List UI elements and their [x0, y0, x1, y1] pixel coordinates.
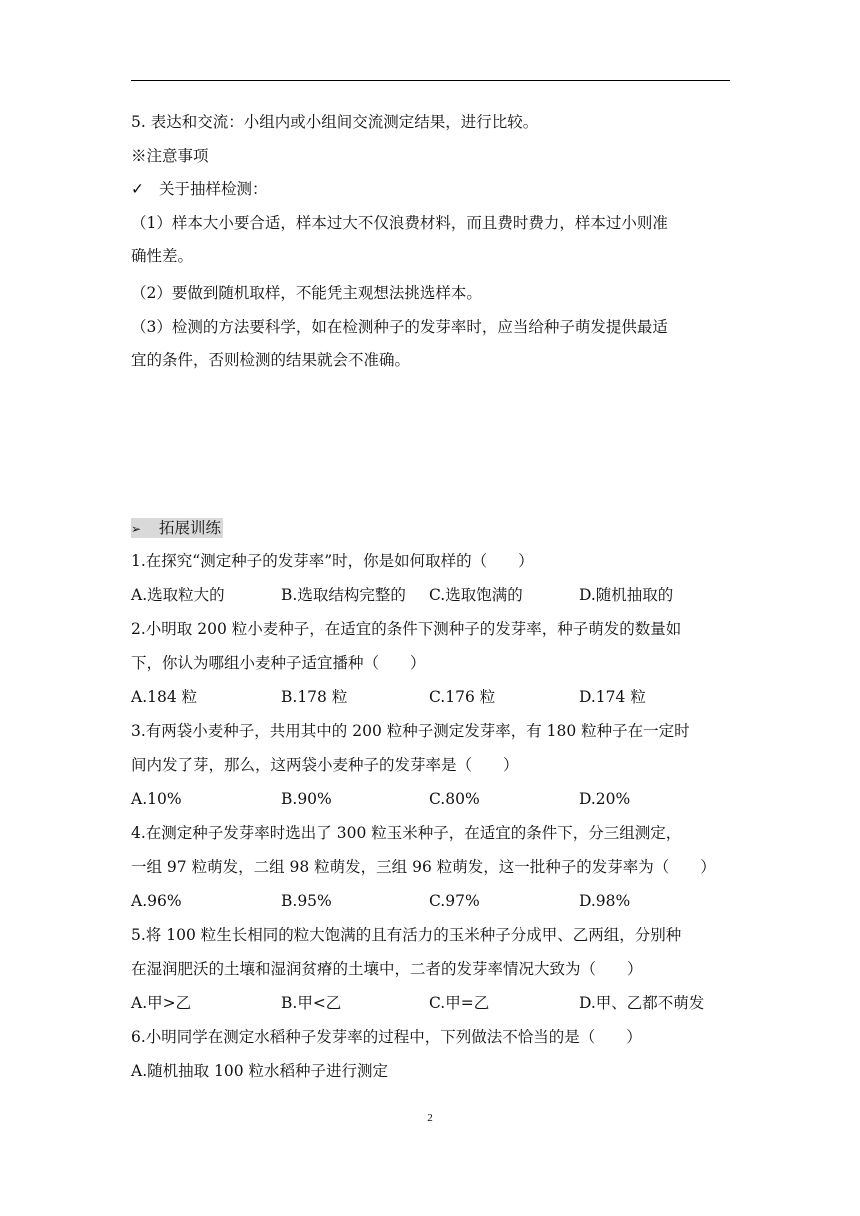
question-3-stem-line-1: 3.有两袋小麦种子，共用其中的 200 粒种子测定发芽率，有 180 粒种子在一定时 — [131, 722, 690, 740]
option-d: D.174 粒 — [579, 688, 646, 706]
option-c: C.选取饱满的 — [429, 586, 523, 604]
sampling-title: 关于抽样检测： — [159, 180, 268, 198]
point-1-line-1: （1）样本大小要合适，样本过大不仅浪费材料，而且费时费力，样本过小则准 — [131, 214, 668, 232]
option-a: A.10% — [131, 790, 182, 808]
page-number: 2 — [427, 1112, 433, 1124]
question-5-stem-line-1: 5.将 100 粒生长相同的粒大饱满的且有活力的玉米种子分成甲、乙两组，分别种 — [131, 926, 682, 944]
section-title: 拓展训练 — [159, 519, 222, 537]
option-d: D.甲、乙都不萌发 — [579, 994, 705, 1012]
question-4-stem-line-2: 一组 97 粒萌发，二组 98 粒萌发，三组 96 粒萌发，这一批种子的发芽率为（ ） — [131, 858, 716, 876]
option-c: C.176 粒 — [429, 688, 496, 706]
option-a: A.选取粒大的 — [131, 586, 225, 604]
question-4-options — [131, 891, 741, 911]
option-b: B.90% — [281, 790, 332, 808]
option-d: D.20% — [579, 790, 631, 808]
option-d: D.98% — [579, 892, 631, 910]
option-b: B.选取结构完整的 — [281, 586, 406, 604]
question-5-stem-line-2: 在湿润肥沃的土壤和湿润贫瘠的土壤中，二者的发芽率情况大致为（ ） — [131, 960, 643, 978]
option-a: A.甲>乙 — [131, 994, 192, 1012]
question-2-options — [131, 687, 741, 707]
question-5-options — [131, 993, 741, 1013]
point-3-line-2: 宜的条件，否则检测的结果就会不准确。 — [131, 351, 411, 369]
checkmark-icon: ✓ — [131, 180, 144, 198]
option-a: A.96% — [131, 892, 182, 910]
option-a: A.184 粒 — [131, 688, 198, 706]
question-6-stem: 6.小明同学在测定水稻种子发芽率的过程中，下列做法不恰当的是（ ） — [131, 1028, 642, 1046]
option-b: B.178 粒 — [281, 688, 348, 706]
option-b: B.甲<乙 — [281, 994, 342, 1012]
question-4-stem-line-1: 4.在测定种子发芽率时选出了 300 粒玉米种子，在适宜的条件下，分三组测定， — [131, 824, 682, 842]
point-2: （2）要做到随机取样，不能凭主观想法挑选样本。 — [131, 284, 482, 302]
option-c: C.97% — [429, 892, 480, 910]
attention-title: ※注意事项 — [131, 147, 209, 165]
option-c: C.80% — [429, 790, 480, 808]
sampling-heading — [131, 179, 741, 199]
question-1-stem: 1.在探究“测定种子的发芽率”时，你是如何取样的（ ） — [131, 552, 534, 570]
question-3-stem-line-2: 间内发了芽，那么，这两袋小麦种子的发芽率是（ ） — [131, 756, 519, 774]
option-c: C.甲=乙 — [429, 994, 490, 1012]
section-heading — [131, 518, 741, 539]
point-3-line-1: （3）检测的方法要科学，如在检测种子的发芽率时，应当给种子萌发提供最适 — [131, 318, 668, 336]
question-2-stem-line-2: 下，你认为哪组小麦种子适宜播种（ ） — [131, 654, 426, 672]
point-1-line-2: 确性差。 — [131, 247, 194, 265]
option-b: B.95% — [281, 892, 332, 910]
question-2-stem-line-1: 2.小明取 200 粒小麦种子，在适宜的条件下测种子的发芽率，种子萌发的数量如 — [131, 620, 682, 638]
header-rule — [131, 80, 730, 81]
option-d: D.随机抽取的 — [579, 586, 674, 604]
notes-item-5: 5. 表达和交流：小组内或小组间交流测定结果，进行比较。 — [131, 113, 539, 131]
question-3-options — [131, 789, 741, 809]
arrow-bullet-icon: ➢ — [131, 522, 142, 536]
question-6-option-a: A.随机抽取 100 粒水稻种子进行测定 — [131, 1062, 389, 1080]
question-1-options — [131, 585, 741, 605]
